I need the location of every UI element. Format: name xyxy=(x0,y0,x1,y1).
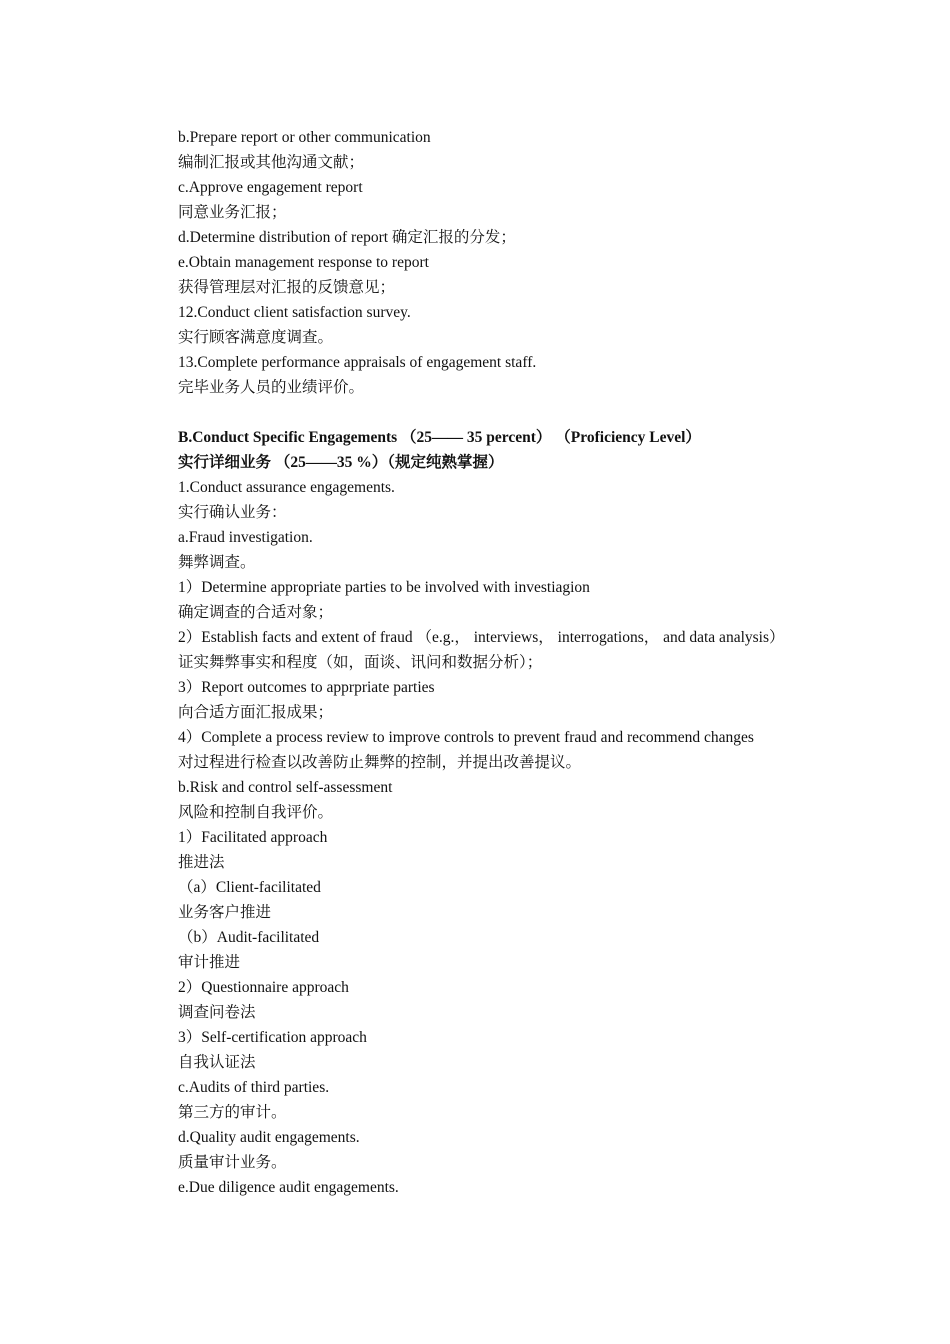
text-line: 1）Facilitated approach xyxy=(178,829,328,846)
text-line: 舞弊调查。 xyxy=(178,554,256,571)
text-line: 调查问卷法 xyxy=(178,1004,256,1021)
text-line: （b）Audit-facilitated xyxy=(178,929,320,946)
text-line: d.Determine distribution of report 确定汇报的分发； xyxy=(178,229,516,246)
text-line: 12.Conduct client satisfaction survey. xyxy=(178,304,411,321)
document-body xyxy=(144,125,806,1200)
section-heading-english: B.Conduct Specific Engagements （25—— 35 percent） （Proficiency Level） xyxy=(178,429,701,446)
text-line: 13.Complete performance appraisals of engagement staff. xyxy=(178,354,537,371)
text-line: 推进法 xyxy=(178,854,225,871)
text-line: b.Risk and control self-assessment xyxy=(178,779,393,796)
text-line: 自我认证法 xyxy=(178,1054,256,1071)
text-line: b.Prepare report or other communication xyxy=(178,129,431,146)
text-line: 3）Self-certification approach xyxy=(178,1029,367,1046)
text-line: 编制汇报或其他沟通文献； xyxy=(178,154,365,171)
text-line: 实行确认业务： xyxy=(178,504,287,521)
text-line: 证实舞弊事实和程度（如，面谈、讯问和数据分析）； xyxy=(178,654,543,671)
section-heading-chinese: 实行详细业务 （25——35 %）（规定纯熟掌握） xyxy=(178,454,504,471)
text-line: c.Audits of third parties. xyxy=(178,1079,330,1096)
text-line: 2）Questionnaire approach xyxy=(178,979,349,996)
text-line: 4）Complete a process review to improve controls to prevent fraud and recommend changes xyxy=(178,729,754,746)
text-line: e.Due diligence audit engagements. xyxy=(178,1179,399,1196)
text-line: 1.Conduct assurance engagements. xyxy=(178,479,395,496)
text-line: 业务客户推进 xyxy=(178,904,272,921)
text-line: a.Fraud investigation. xyxy=(178,529,313,546)
text-line: 对过程进行检查以改善防止舞弊的控制，并提出改善提议。 xyxy=(178,754,582,771)
text-line: 第三方的审计。 xyxy=(178,1104,287,1121)
text-line: 3）Report outcomes to apprpriate parties xyxy=(178,679,435,696)
blank-line xyxy=(144,400,806,425)
text-line: 质量审计业务。 xyxy=(178,1154,287,1171)
text-line: 完毕业务人员的业绩评价。 xyxy=(178,379,365,396)
wrapped-paragraph: 2）Establish facts and extent of fraud （e.g.， interviews， interrogations， and data analysis） xyxy=(178,629,785,646)
text-line: 审计推进 xyxy=(178,954,241,971)
text-line: 确定调查的合适对象； xyxy=(178,604,334,621)
text-line: 向合适方面汇报成果； xyxy=(178,704,334,721)
text-line: 实行顾客满意度调查。 xyxy=(178,329,334,346)
text-line: e.Obtain management response to report xyxy=(178,254,429,271)
text-line: d.Quality audit engagements. xyxy=(178,1129,360,1146)
text-line: c.Approve engagement report xyxy=(178,179,363,196)
text-line: 1）Determine appropriate parties to be involved with investiagion xyxy=(178,579,590,596)
text-line: 风险和控制自我评价。 xyxy=(178,804,334,821)
text-line: 获得管理层对汇报的反馈意见； xyxy=(178,279,396,296)
text-line: （a）Client-facilitated xyxy=(178,879,321,896)
text-line: 同意业务汇报； xyxy=(178,204,287,221)
